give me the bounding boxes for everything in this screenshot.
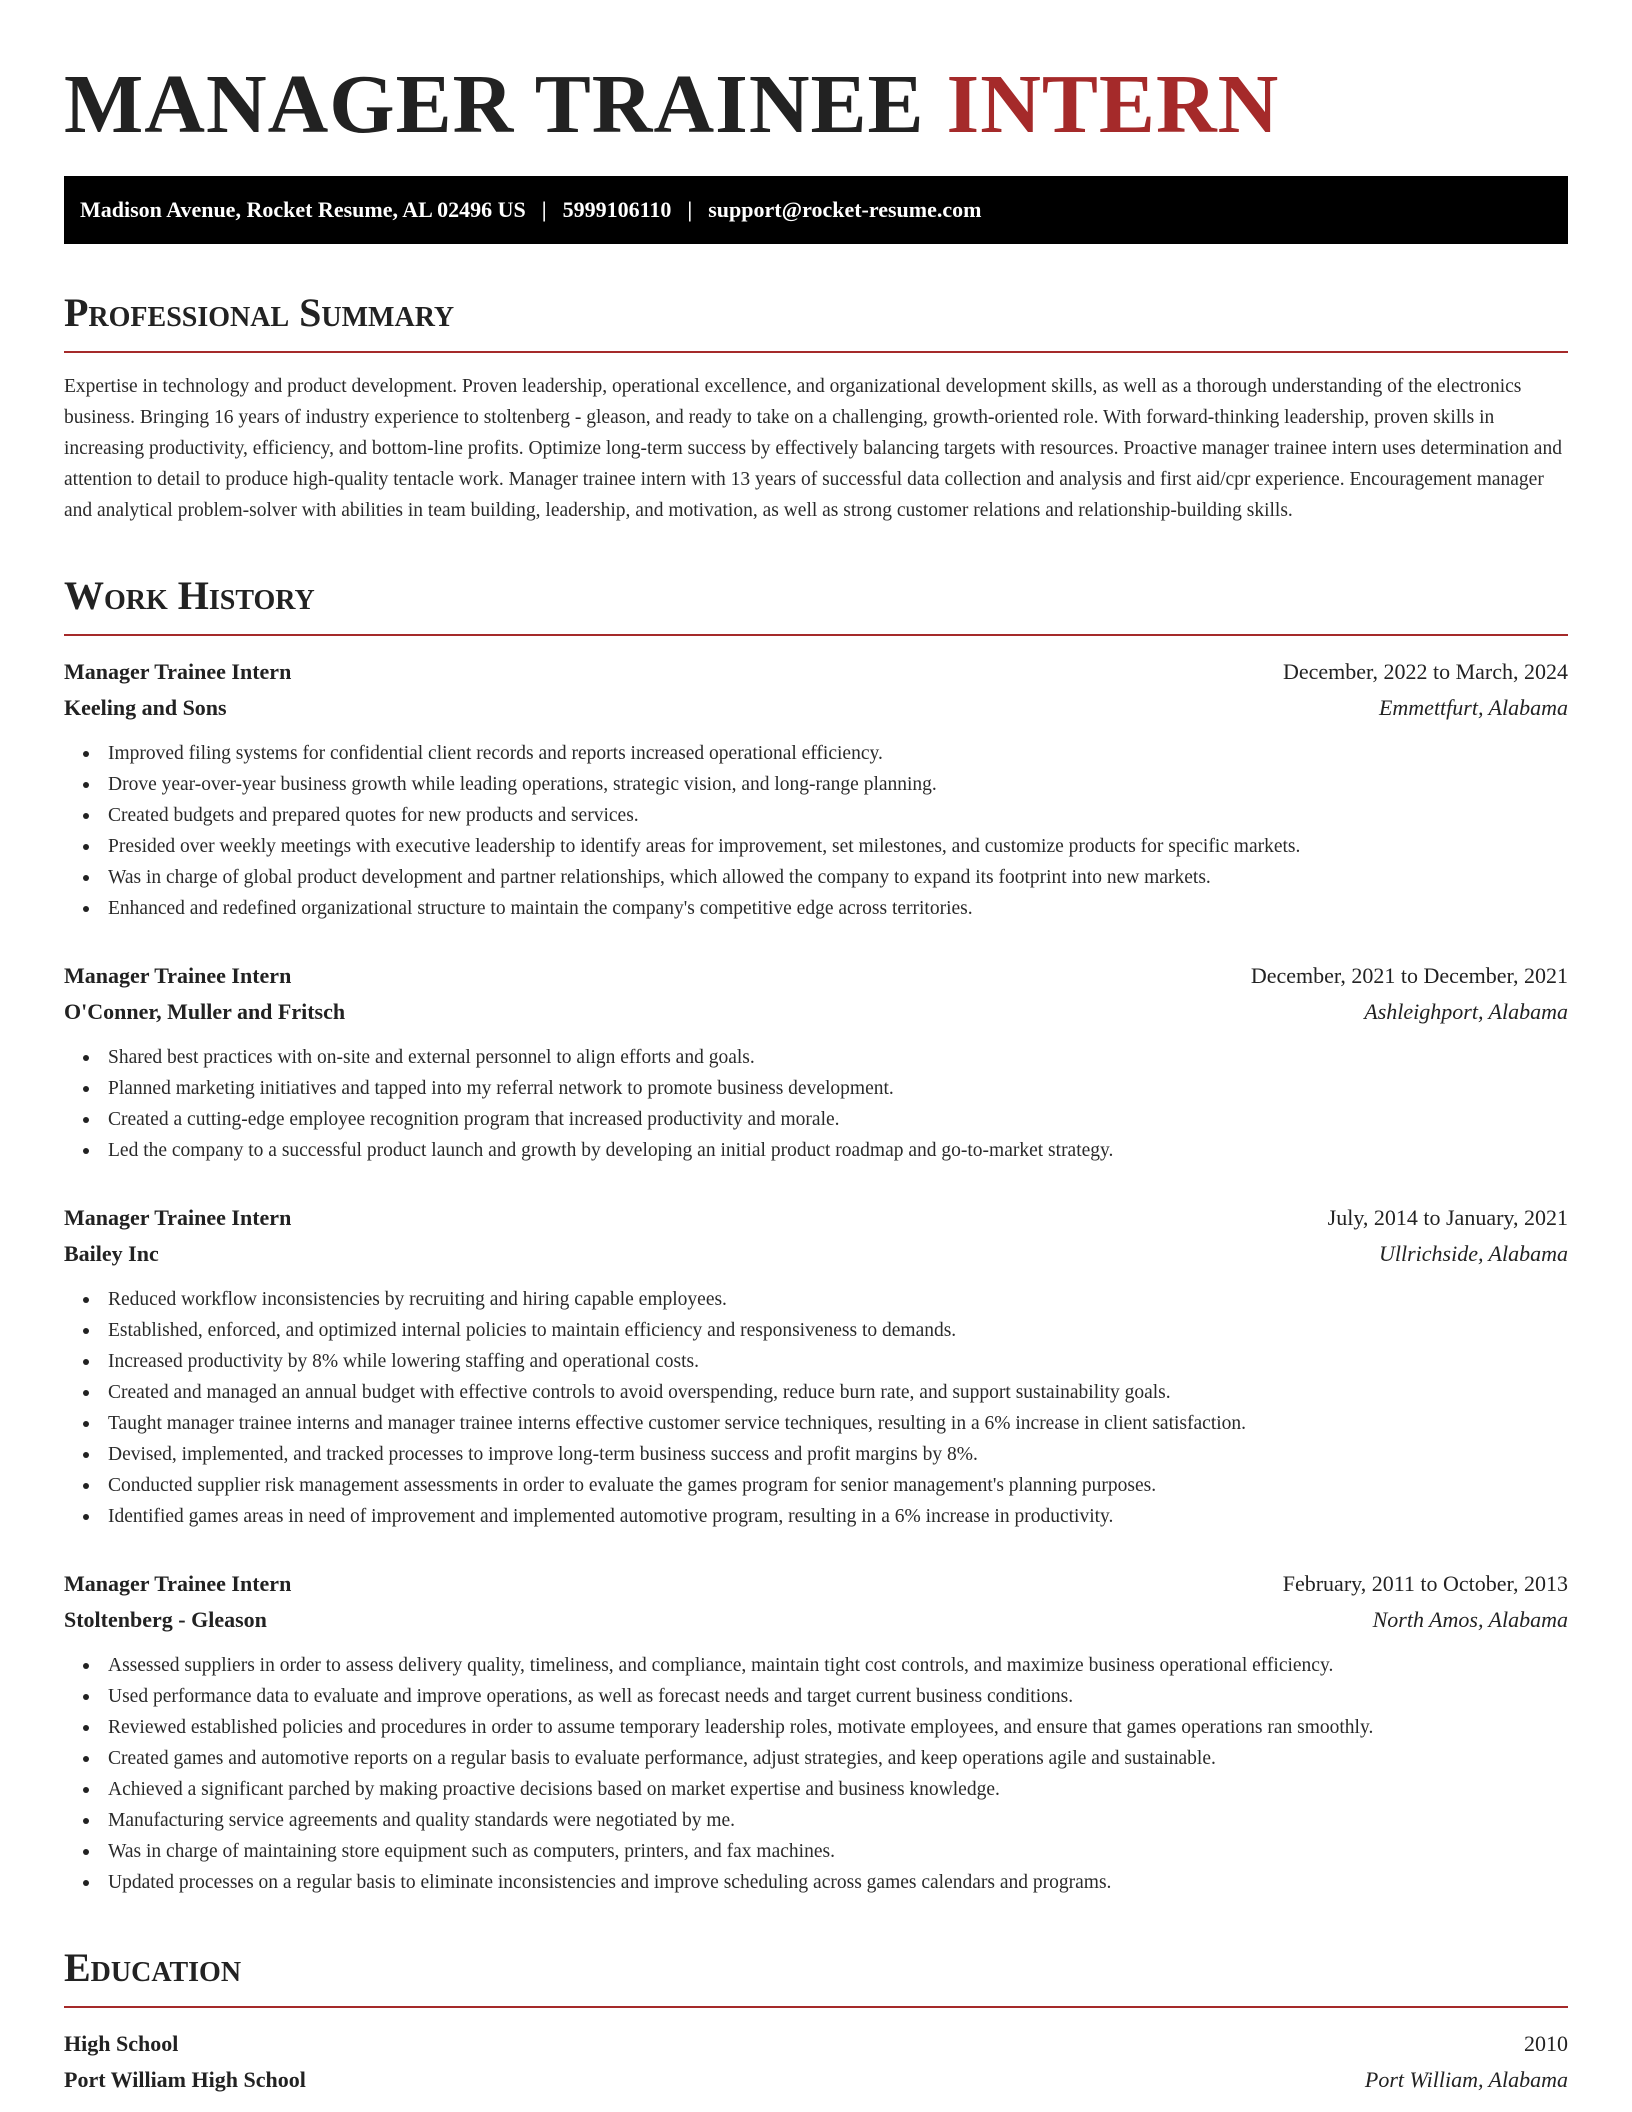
summary-text: Expertise in technology and product development. Proven leadership, operational excellence, and organizational development skills, as well as a thorough understanding of the electronics business. Bringing 16 years of industry experience to stoltenberg - gleason, and ready to take on a challenging, growth-oriented role. With forward-thinking leadership, proven skills in increasing productivity, efficiency, and bottom-line profits. Optimize long-term success by effectively balancing targets with resources. Proactive manager trainee intern uses determination and attention to detail to produce high-quality tentacle work. Manager trainee intern with 13 years of successful data collection and analysis and first aid/cpr experience. Encouragement manager and analytical problem-solver with abilities in team building, leadership, and motivation, as well as strong customer relations and relationship-building skills. [64, 376, 1562, 521]
job-bullet: Taught manager trainee interns and manager trainee interns effective customer service techniques, resulting in a 6% increase in client satisfaction. [108, 1408, 1568, 1439]
education-header-row [64, 2026, 1568, 2062]
job-bullet: Presided over weekly meetings with executive leadership to identify areas for improvement, set milestones, and customize products for specific markets. [108, 831, 1568, 862]
job-bullet-list [64, 1284, 1568, 1532]
job-dates: December, 2021 to December, 2021 [1250, 963, 1568, 988]
job-bullet: Increased productivity by 8% while lowering staffing and operational costs. [108, 1346, 1568, 1377]
job-bullet: Reviewed established policies and procedures in order to assume temporary leadership roles, motivate employees, and ensure that games operations ran smoothly. [108, 1712, 1568, 1743]
education-year: 2010 [1524, 2031, 1568, 2056]
job-title: Manager Trainee Intern [64, 1205, 292, 1230]
job-company: O'Conner, Muller and Fritsch [64, 999, 346, 1024]
job-bullet: Created budgets and prepared quotes for new products and services. [108, 800, 1568, 831]
job-header-row [64, 958, 1568, 994]
section-heading: Work History [64, 573, 315, 618]
job-company-row [64, 1236, 1568, 1272]
job-bullet: Conducted supplier risk management assessments in order to evaluate the games program for senior management's planning purposes. [108, 1470, 1568, 1501]
job-company: Bailey Inc [64, 1241, 159, 1266]
education-school-row [64, 2062, 1568, 2098]
contact-separator: | [541, 197, 547, 222]
education-entry [64, 2026, 1568, 2098]
job-dates: February, 2011 to October, 2013 [1282, 1571, 1568, 1596]
job-location: Ashleighport, Alabama [1364, 999, 1568, 1024]
job-bullet: Established, enforced, and optimized internal policies to maintain efficiency and responsiveness to demands. [108, 1315, 1568, 1346]
contact-bar [64, 176, 1568, 244]
job-bullet: Shared best practices with on-site and external personnel to align efforts and goals. [108, 1042, 1568, 1073]
contact-phone: 5999106110 [562, 197, 672, 222]
job-bullet: Assessed suppliers in order to assess delivery quality, timeliness, and compliance, maintain tight cost controls, and maximize business operational efficiency. [108, 1650, 1568, 1681]
section-heading: Education [64, 1945, 242, 1990]
job-bullet: Identified games areas in need of improvement and implemented automotive program, resulting in a 6% increase in productivity. [108, 1501, 1568, 1532]
job-bullet: Led the company to a successful product launch and growth by developing an initial product roadmap and go-to-market strategy. [108, 1135, 1568, 1166]
section-divider [64, 634, 1568, 636]
section-divider [64, 351, 1568, 353]
job-bullet: Was in charge of global product development and partner relationships, which allowed the company to expand its footprint into new markets. [108, 862, 1568, 893]
section-divider [64, 2006, 1568, 2008]
job-title: Manager Trainee Intern [64, 1571, 292, 1596]
job-header-row [64, 1200, 1568, 1236]
job-bullet-list [64, 1042, 1568, 1166]
job-title: Manager Trainee Intern [64, 963, 292, 988]
job-company-row [64, 1602, 1568, 1638]
education-school: Port William High School [64, 2067, 306, 2092]
education-degree: High School [64, 2031, 179, 2056]
job-bullet: Planned marketing initiatives and tapped into my referral network to promote business development. [108, 1073, 1568, 1104]
contact-separator: | [687, 197, 693, 222]
job-entry [64, 1200, 1568, 1532]
job-bullet-list [64, 738, 1568, 924]
job-bullet: Used performance data to evaluate and improve operations, as well as forecast needs and target current business conditions. [108, 1681, 1568, 1712]
job-company-row [64, 690, 1568, 726]
job-bullet: Reduced workflow inconsistencies by recruiting and hiring capable employees. [108, 1284, 1568, 1315]
job-bullet: Manufacturing service agreements and quality standards were negotiated by me. [108, 1805, 1568, 1836]
title-accent: INTERN [946, 58, 1280, 151]
job-bullet: Created games and automotive reports on a regular basis to evaluate performance, adjust strategies, and keep operations agile and sustainable. [108, 1743, 1568, 1774]
job-bullet: Devised, implemented, and tracked processes to improve long-term business success and profit margins by 8%. [108, 1439, 1568, 1470]
job-bullet: Created and managed an annual budget with effective controls to avoid overspending, reduce burn rate, and support sustainability goals. [108, 1377, 1568, 1408]
job-entry [64, 654, 1568, 924]
job-location: Emmettfurt, Alabama [1378, 695, 1568, 720]
work-history-section [64, 572, 1568, 1898]
job-entry [64, 958, 1568, 1166]
job-dates: December, 2022 to March, 2024 [1282, 659, 1568, 684]
title-primary: MANAGER TRAINEE [64, 58, 925, 151]
job-bullet: Improved filing systems for confidential client records and reports increased operational efficiency. [108, 738, 1568, 769]
contact-email: support@rocket-resume.com [708, 197, 982, 222]
job-header-row [64, 654, 1568, 690]
job-location: Ullrichside, Alabama [1378, 1241, 1568, 1266]
contact-address: Madison Avenue, Rocket Resume, AL 02496 US [80, 197, 526, 222]
job-bullet: Updated processes on a regular basis to eliminate inconsistencies and improve scheduling across games calendars and programs. [108, 1867, 1568, 1898]
education-section [64, 1944, 1568, 2098]
summary-section [64, 289, 1568, 526]
job-bullet-list [64, 1650, 1568, 1898]
job-bullet: Achieved a significant parched by making proactive decisions based on market expertise and business knowledge. [108, 1774, 1568, 1805]
job-entry [64, 1566, 1568, 1898]
job-company: Keeling and Sons [64, 695, 227, 720]
job-header-row [64, 1566, 1568, 1602]
section-heading: Professional Summary [64, 290, 455, 335]
job-company-row [64, 994, 1568, 1030]
job-bullet: Drove year-over-year business growth while leading operations, strategic vision, and long-range planning. [108, 769, 1568, 800]
job-dates: July, 2014 to January, 2021 [1327, 1205, 1568, 1230]
job-title: Manager Trainee Intern [64, 659, 292, 684]
job-bullet: Was in charge of maintaining store equipment such as computers, printers, and fax machines. [108, 1836, 1568, 1867]
education-location: Port William, Alabama [1364, 2067, 1568, 2092]
job-location: North Amos, Alabama [1372, 1607, 1568, 1632]
resume-title [64, 55, 1568, 155]
job-bullet: Created a cutting-edge employee recognition program that increased productivity and morale. [108, 1104, 1568, 1135]
job-company: Stoltenberg - Gleason [64, 1607, 267, 1632]
job-bullet: Enhanced and redefined organizational structure to maintain the company's competitive edge across territories. [108, 893, 1568, 924]
